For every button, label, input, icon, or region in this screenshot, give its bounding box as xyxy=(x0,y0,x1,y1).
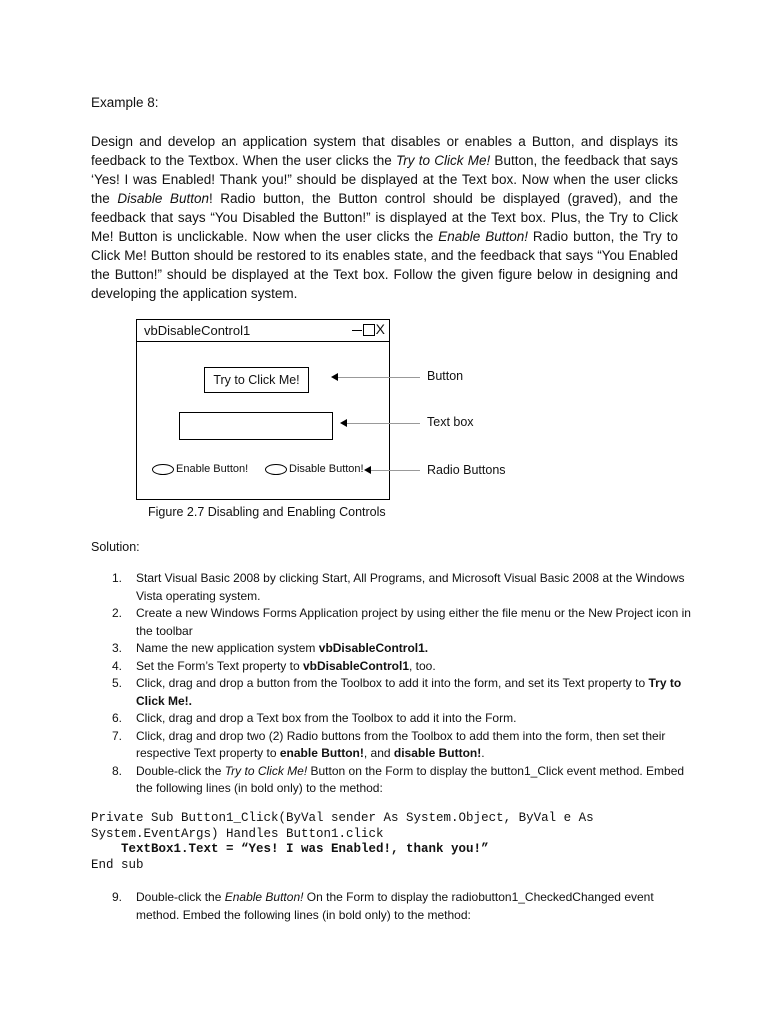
window-controls xyxy=(352,322,385,337)
code-line: System.EventArgs) Handles Button1.click xyxy=(91,826,384,841)
enable-radio xyxy=(152,463,248,475)
step-text: Button on the Form to display the button1_Click event method. Embed the following lines (in bold only) to the method: xyxy=(136,763,685,795)
step-number: 5. xyxy=(112,676,123,690)
step-number: 3. xyxy=(112,641,123,655)
minimize-icon xyxy=(352,322,362,331)
solution-label: Solution: xyxy=(91,540,140,554)
step-bold: vbDisableControl1 xyxy=(302,658,409,673)
step-text: Click, drag and drop a button from the Toolbox to add it into the form, and set its Text property to xyxy=(136,676,649,690)
enable-radio-label: Enable Button! xyxy=(176,463,249,475)
callout-line xyxy=(338,377,420,378)
figure-caption: Figure 2.7 Disabling and Enabling Controls xyxy=(148,505,386,519)
step-text: , too. xyxy=(409,658,436,673)
step-text: Name the new application system xyxy=(136,641,319,655)
radio-circle-icon xyxy=(265,464,287,475)
step-text: , and xyxy=(363,746,394,760)
steps-list xyxy=(91,570,691,798)
window-titlebar xyxy=(137,320,389,342)
para-italic: Disable Button xyxy=(117,191,209,206)
step-number: 1. xyxy=(112,571,123,585)
problem-description xyxy=(91,132,678,303)
list-item xyxy=(91,658,691,676)
arrow-left-icon xyxy=(364,466,371,474)
list-item xyxy=(91,710,691,728)
para-text: ! Radio button, the Button control should be displayed (graved), and the feedback that says “You Disabled the Button!” is displayed at the Text box. Plus, the Try to Click Me! Button is unclickable. Now when the user clicks the xyxy=(91,191,678,244)
disable-radio-label: Disable Button! xyxy=(289,463,364,475)
step-text: On the Form to display the radiobutton1_CheckedChanged event method. Embed the following lines (in bold only) to the method: xyxy=(136,890,654,922)
code-line: Private Sub Button1_Click(ByVal sender As System.Object, ByVal e As xyxy=(91,811,594,825)
arrow-left-icon xyxy=(331,373,338,381)
callout-line xyxy=(371,470,420,471)
step-text: . xyxy=(481,746,485,760)
radio-circle-icon xyxy=(152,464,174,475)
step-text: Double-click the xyxy=(136,763,225,778)
list-item xyxy=(91,570,691,605)
window-title: vbDisableControl1 xyxy=(144,323,251,338)
para-text: Design and develop an application system that disables or enables a Button, and displays its feedback to the Textbox. When the user clicks the xyxy=(91,134,678,168)
step-bold: vbDisableControl1. xyxy=(318,641,429,655)
callout-radios: Radio Buttons xyxy=(427,463,506,477)
step-text: Start Visual Basic 2008 by clicking Start, All Programs, and Microsoft Visual Basic 2008 at the Windows Vista operating system. xyxy=(136,571,685,603)
arrow-left-icon xyxy=(340,419,347,427)
disable-radio xyxy=(265,463,364,475)
para-italic: Try to Click Me! xyxy=(396,153,491,168)
try-click-button: Try to Click Me! xyxy=(204,367,309,393)
maximize-icon xyxy=(363,324,375,336)
step-text: Click, drag and drop two (2) Radio buttons from the Toolbox to add them into the form, then set their respective Text property to xyxy=(136,728,666,760)
step-9 xyxy=(91,889,691,924)
list-item xyxy=(91,728,691,763)
example-heading: Example 8: xyxy=(91,95,159,110)
step-text: Click, drag and drop a Text box from the Toolbox to add it into the Form. xyxy=(136,711,517,725)
list-item xyxy=(91,763,691,798)
list-item xyxy=(91,675,691,710)
step-number: 2. xyxy=(112,606,123,620)
list-item xyxy=(91,605,691,640)
code-line: End sub xyxy=(91,857,144,872)
step-bold: disable Button! xyxy=(393,746,482,760)
step-text: Create a new Windows Forms Application project by using either the file menu or the New Project icon in the toolbar xyxy=(136,606,691,638)
close-icon: X xyxy=(375,321,385,337)
step-bold: enable Button! xyxy=(279,746,364,760)
step-text: Set the Form’s Text property to xyxy=(136,658,303,673)
step-9-body xyxy=(91,889,691,924)
step-number: 7. xyxy=(112,728,123,743)
code-block xyxy=(91,811,594,873)
step-bold: Try to Click Me!. xyxy=(136,676,682,708)
para-text: Button, the feedback that says ‘Yes! I was Enabled! Thank you!” should be displayed at the Text box. Now when the user clicks the xyxy=(91,153,678,206)
para-italic: Enable Button! xyxy=(438,229,528,244)
step-number: 8. xyxy=(112,763,123,778)
callout-textbox: Text box xyxy=(427,415,474,429)
list-item xyxy=(91,640,691,658)
step-number: 9. xyxy=(112,890,123,904)
step-number: 4. xyxy=(112,658,123,673)
callout-button: Button xyxy=(427,369,464,383)
step-number: 6. xyxy=(112,711,123,725)
code-line-bold: TextBox1.Text = “Yes! I was Enabled!, thank you!” xyxy=(91,842,489,856)
feedback-textbox xyxy=(179,412,333,440)
step-italic: Enable Button! xyxy=(224,890,304,904)
step-italic: Try to Click Me! xyxy=(224,763,308,778)
step-text: Double-click the xyxy=(136,890,225,904)
callout-line xyxy=(347,423,420,424)
form-window-figure xyxy=(136,319,390,500)
para-text: Radio button, the Try to Click Me! Button should be restored to its enables state, and the feedback that says “You Enabled the Button!” should be displayed at the Text box. Follow the given figure below in designing and developing the application system. xyxy=(91,229,678,301)
